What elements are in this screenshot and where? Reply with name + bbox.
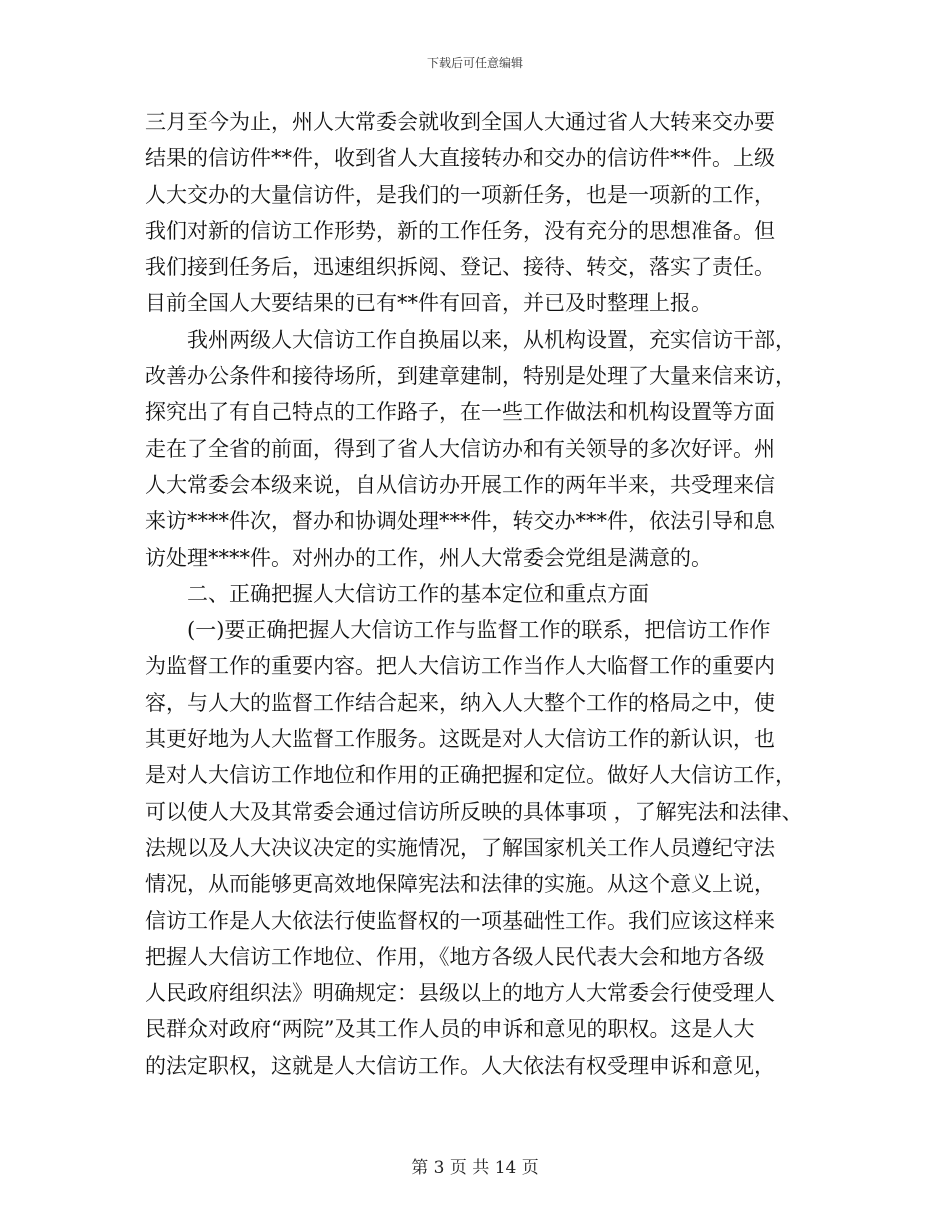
text-line: 情况，从而能够更高效地保障宪法和法律的实施。从这个意义上说，: [145, 872, 775, 897]
text-line: 法规以及人大决议决定的实施情况，了解国家机关工作人员遵纪守法: [145, 835, 775, 860]
document-body: [145, 104, 825, 1084]
text-line: 人民政府组织法》明确规定：县级以上的地方人大常委会行使受理人: [145, 981, 775, 1006]
page-footer: 第 3 页 共 14 页: [411, 1158, 539, 1178]
text-line: 容，与人大的监督工作结合起来，纳入人大整个工作的格局之中，使: [145, 690, 775, 715]
text-line: 访处理****件。对州办的工作，州人大常委会党组是满意的。: [145, 545, 712, 570]
text-line: 其更好地为人大监督工作服务。这既是对人大信访工作的新认识，也: [145, 727, 775, 752]
text-line: 民群众对政府“两院”及其工作人员的申诉和意见的职权。这是人大: [145, 1017, 755, 1042]
text-line: 目前全国人大要结果的已有**件有回音，并已及时整理上报。: [145, 291, 712, 316]
text-line: 探究出了有自己特点的工作路子，在一些工作做法和机构设置等方面: [145, 400, 775, 425]
text-line: 把握人大信访工作地位、作用，《地方各级人民代表大会和地方各级: [145, 944, 765, 969]
text-line: 的法定职权，这就是人大信访工作。人大依法有权受理申诉和意见，: [145, 1053, 775, 1078]
text-line: 人大交办的大量信访件，是我们的一项新任务，也是一项新的工作，: [145, 182, 775, 207]
text-line: 三月至今为止，州人大常委会就收到全国人大通过省人大转来交办要: [145, 110, 775, 134]
text-line: 是对人大信访工作地位和作用的正确把握和定位。做好人大信访工作，: [145, 763, 796, 788]
text-line: 来访****件次，督办和协调处理***件，转交办***件，依法引导和息: [145, 509, 775, 534]
text-line: 走在了全省的前面，得到了省人大信访办和有关领导的多次好评。州: [145, 436, 775, 461]
text-line: 我们接到任务后，迅速组织拆阅、登记、接待、转交，落实了责任。: [145, 255, 775, 280]
page-header: 下载后可任意编辑: [426, 56, 523, 70]
text-line: 人大常委会本级来说，自从信访办开展工作的两年半来，共受理来信: [145, 472, 775, 497]
text-line: 改善办公条件和接待场所，到建章建制，特别是处理了大量来信来访，: [145, 364, 796, 389]
text-line: 为监督工作的重要内容。把人大信访工作当作人大临督工作的重要内: [145, 654, 775, 679]
text-line: 信访工作是人大依法行使监督权的一项基础性工作。我们应该这样来: [145, 908, 775, 933]
text-line: 可以使人大及其常委会通过信访所反映的具体事项 ，了解宪法和法律、: [145, 799, 803, 824]
text-line: (一)要正确把握人大信访工作与监督工作的联系，把信访工作作: [145, 618, 771, 643]
text-line: 我州两级人大信访工作自换届以来，从机构设置，充实信访干部，: [145, 327, 796, 352]
text-line: 二、正确把握人大信访工作的基本定位和重点方面: [145, 581, 649, 606]
text-line: 结果的信访件**件，收到省人大直接转办和交办的信访件**件。上级: [145, 146, 775, 171]
text-line: 我们对新的信访工作形势，新的工作任务，没有充分的思想准备。但: [145, 218, 775, 243]
